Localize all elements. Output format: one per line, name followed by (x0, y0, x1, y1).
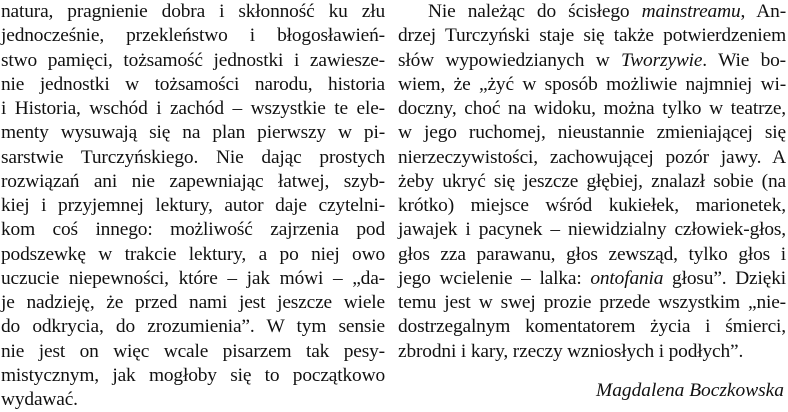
italic-term: ontofania (590, 267, 664, 289)
paragraph-first-line (398, 0, 786, 24)
text-line: mistycznym, jak mogłoby się to początkowo (1, 364, 385, 386)
text-line: je nadzieję, że przed nami jest jeszcze wiele (1, 292, 385, 313)
text-line: podszewkę w trakcie lektury, a po niej owo (1, 243, 385, 265)
left-text-column (1, 0, 385, 412)
text-line: menty wysuwają się na plan pierwszy w pi- (1, 122, 385, 144)
text-line-last: zbrodni i kary, rzeczy wzniosłych i podłych”. (398, 340, 744, 362)
text-line: nie jest on więc wcale pisarzem tak pesy- (1, 340, 385, 362)
text-line-last: wydawać. (1, 389, 78, 410)
text-line: drzej Turczyński staje się także potwierdzeniem (398, 25, 786, 47)
text-run: słów wypowiedzianych w (398, 49, 622, 71)
text-run: jego wcielenie – lalka: (398, 267, 591, 289)
text-run: , An- (740, 1, 787, 22)
text-line: nierzeczywistości, zachowującej pozór jawy. A (398, 146, 786, 168)
author-signature: Magdalena Boczkowska (596, 380, 784, 401)
text-line: do odkrycia, do zrozumienia”. W tym sensie (1, 316, 385, 338)
text-line: stwo pamięci, tożsamość jednostki i zawiesze- (1, 49, 385, 71)
text-line: jawajek i pacynek – niewidzialny człowiek-głos, (398, 219, 786, 241)
text-run: Nie należąc do ścisłego (428, 1, 642, 22)
italic-title: Tworzywie (621, 49, 703, 71)
text-line: nie jednostki w tożsamości narodu, historia (1, 73, 385, 95)
text-line: kom coś innego: możliwość zajrzenia pod (1, 219, 385, 241)
italic-term: mainstreamu (641, 1, 741, 22)
text-run: . Wie bo- (702, 49, 786, 71)
text-line: rozwiązań ani nie zapewniając łatwej, szyb- (1, 170, 385, 192)
right-text-column (398, 0, 786, 364)
text-line: krótko) miejsce wśród kukiełek, marionetek, (398, 195, 786, 216)
text-line: sarstwie Turczyńskiego. Nie dając prostych (1, 146, 385, 168)
text-line: żeby ukryć się jeszcze głębiej, znalazł sobie (na (398, 170, 786, 192)
text-line: w jego ruchomej, nieustannie zmieniającej się (398, 122, 786, 144)
text-line (398, 49, 786, 73)
text-line: dostrzegalnym komentatorem życia i śmierci, (398, 316, 786, 338)
text-line: wiem, że „żyć w sposób możliwie najmniej wi- (398, 73, 786, 95)
text-line: jednocześnie, przekleństwo i błogosławień- (1, 25, 385, 47)
text-line: i Historia, wschód i zachód – wszystkie te ele- (1, 98, 385, 119)
text-line: natura, pragnienie dobra i skłonność ku złu (1, 1, 385, 22)
text-line: kiej i przyjemnej lektury, autor daje czytelni- (1, 195, 385, 216)
text-line: temu jest w swej prozie przede wszystkim „nie- (398, 292, 786, 313)
text-line: uczucie niepewności, które – jak mówi – „da- (1, 267, 385, 289)
text-line: głos zza parawanu, głos zewsząd, tylko głos i (398, 243, 786, 265)
text-line: doczny, choć na widoku, można tylko w teatrze, (398, 98, 786, 119)
text-line (398, 267, 786, 291)
text-run: głosu”. Dzięki (663, 267, 786, 289)
